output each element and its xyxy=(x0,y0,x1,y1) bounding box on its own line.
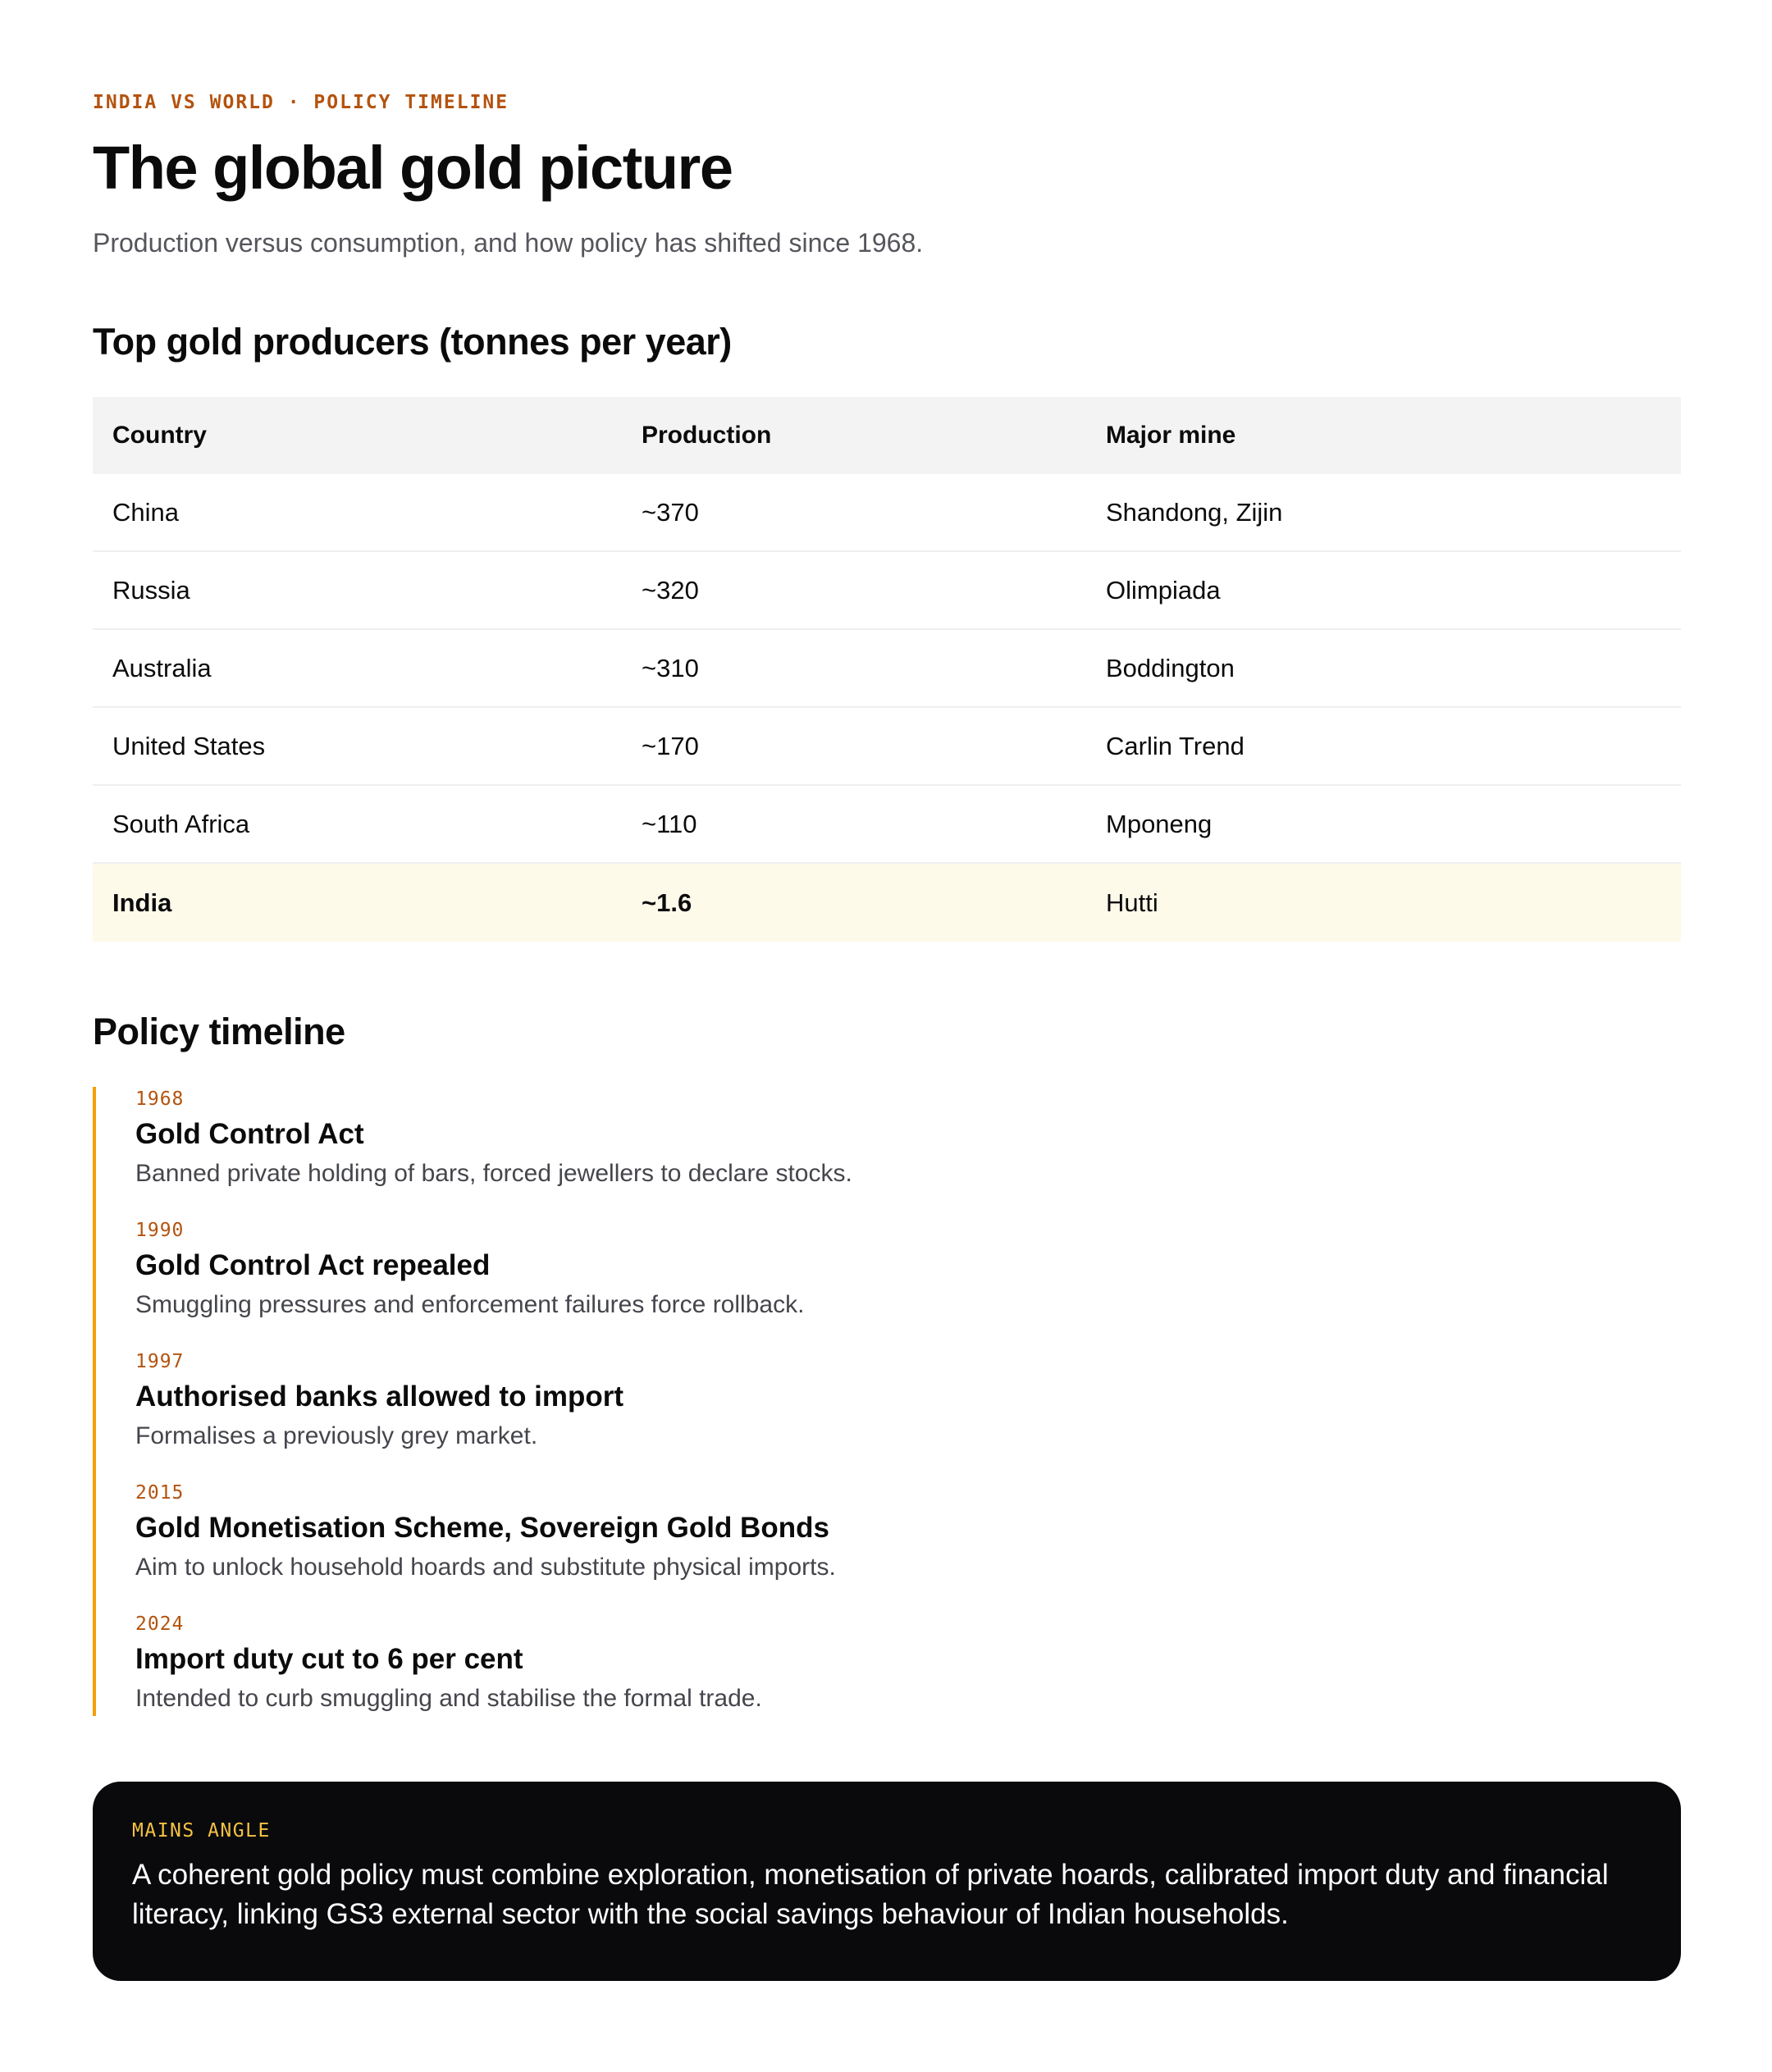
timeline-item xyxy=(135,1612,762,1716)
mine-cell: Boddington xyxy=(1106,653,1235,682)
timeline-description: Intended to curb smuggling and stabilise the formal trade. xyxy=(135,1685,762,1712)
country-cell: China xyxy=(112,497,179,527)
mains-angle-callout xyxy=(93,1782,1681,1981)
table-row-india-highlighted xyxy=(93,864,1681,942)
production-cell: ~310 xyxy=(642,653,699,682)
eyebrow-label: INDIA VS WORLD · POLICY TIMELINE xyxy=(93,92,509,113)
mine-cell: Mponeng xyxy=(1106,809,1213,838)
policy-timeline xyxy=(93,1087,1077,1716)
timeline-title: Authorised banks allowed to import xyxy=(135,1381,624,1413)
table-row xyxy=(93,474,1681,552)
timeline-year: 2024 xyxy=(135,1613,185,1635)
producers-heading: Top gold producers (tonnes per year) xyxy=(93,321,732,363)
timeline-description: Banned private holding of bars, forced jewellers to declare stocks. xyxy=(135,1160,852,1187)
timeline-item xyxy=(135,1349,623,1454)
country-cell: Russia xyxy=(112,575,190,605)
timeline-description: Formalises a previously grey market. xyxy=(135,1422,538,1449)
timeline-year: 1990 xyxy=(135,1220,185,1241)
mine-cell: Carlin Trend xyxy=(1106,731,1245,760)
timeline-title: Gold Monetisation Scheme, Sovereign Gold Bonds xyxy=(135,1512,829,1544)
column-header-production: Production xyxy=(642,422,772,449)
timeline-title: Gold Control Act xyxy=(135,1118,364,1150)
production-cell: ~370 xyxy=(642,497,699,527)
mine-cell: Shandong, Zijin xyxy=(1106,497,1283,527)
timeline-item xyxy=(135,1218,804,1322)
production-cell: ~110 xyxy=(642,809,697,838)
column-header-country: Country xyxy=(112,422,207,449)
timeline-year: 1997 xyxy=(135,1351,185,1372)
table-row xyxy=(93,708,1681,786)
country-cell: India xyxy=(112,888,172,917)
mine-cell: Hutti xyxy=(1106,888,1158,917)
timeline-item xyxy=(135,1481,836,1585)
mine-cell: Olimpiada xyxy=(1106,575,1221,605)
table-header-row xyxy=(93,397,1681,474)
timeline-title: Import duty cut to 6 per cent xyxy=(135,1643,523,1675)
table-row xyxy=(93,786,1681,864)
table-row xyxy=(93,630,1681,708)
timeline-title: Gold Control Act repealed xyxy=(135,1249,491,1281)
country-cell: Australia xyxy=(112,653,212,682)
timeline-description: Smuggling pressures and enforcement failures force rollback. xyxy=(135,1291,805,1318)
country-cell: United States xyxy=(112,731,266,760)
timeline-year: 1968 xyxy=(135,1088,185,1110)
column-header-major-mine: Major mine xyxy=(1106,422,1236,449)
callout-label: MAINS ANGLE xyxy=(132,1820,271,1842)
timeline-description: Aim to unlock household hoards and substitute physical imports. xyxy=(135,1554,836,1581)
page-title: The global gold picture xyxy=(93,134,733,202)
production-cell: ~170 xyxy=(642,731,699,760)
page-subtitle: Production versus consumption, and how policy has shifted since 1968. xyxy=(93,228,924,258)
table-row xyxy=(93,552,1681,630)
callout-text: A coherent gold policy must combine exploration, monetisation of private hoards, calibrated import duty and financial literacy, linking GS3 external sector with the social savings behaviour of Indian households. xyxy=(132,1859,1609,1930)
timeline-item xyxy=(135,1087,852,1191)
production-cell: ~1.6 xyxy=(642,888,692,917)
timeline-heading: Policy timeline xyxy=(93,1011,345,1052)
production-cell: ~320 xyxy=(642,575,699,605)
country-cell: South Africa xyxy=(112,809,250,838)
timeline-year: 2015 xyxy=(135,1482,185,1504)
producers-table xyxy=(93,397,1681,942)
